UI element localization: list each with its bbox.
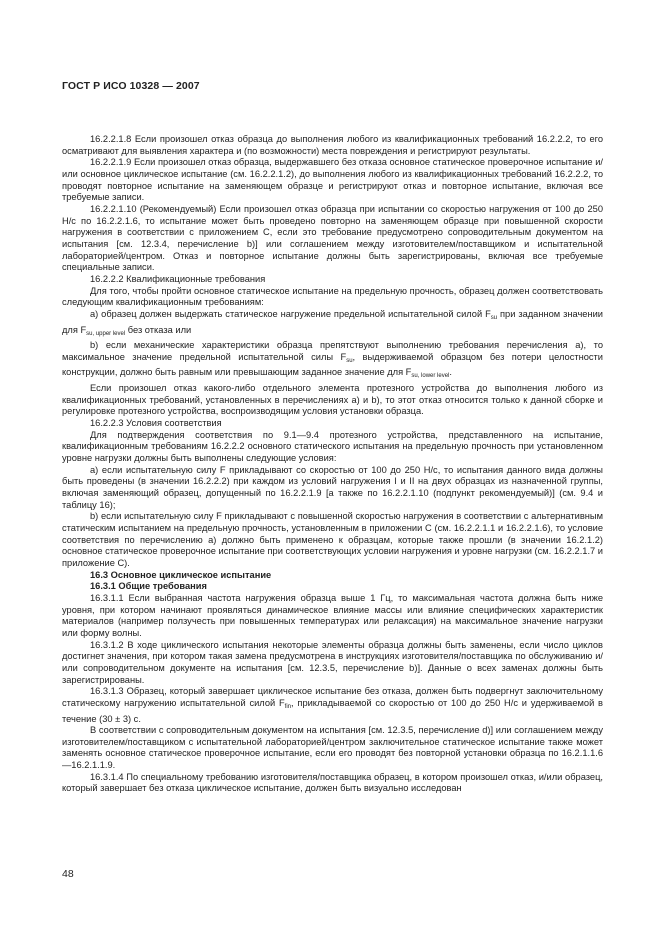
paragraph-16-2-2-1-10: 16.2.2.1.10 (Рекомендуемый) Если произошел отказ образца при испытании со скоростью нагружения от 100 до 250 Н/с по 16.2.2.1.6, то испытание может быть проведено повторно на заменяющем образце при повышенной скорости нагружения в соответствии с приложением С, если это требование предусмотрено сопроводительным документом на испытания [см. 12.3.4, перечисление b)] или соглашением между изготовителем/поставщиком и испытательной лабораторией/центром. Отказ и повторное испытание должны быть зарегистрированы, включая все требуемые специальные записи. bbox=[62, 203, 603, 273]
section-heading-16-3: 16.3 Основное циклическое испытание bbox=[90, 569, 272, 580]
list-item-a-text: a) образец должен выдержать статическое нагружение предельной испытательной силой F bbox=[90, 308, 491, 319]
page-number: 48 bbox=[62, 868, 74, 880]
paragraph-final-static-test: В соответствии с сопроводительным документом на испытания [см. 12.3.5, перечисление d)] или соглашением между изготовителем/поставщиком с испытательной лабораторией/центром заключительное статическое испытание также может заменять основное статическое проверочное испытание, если его проводят без повторной установки образца по 16.2.1.1.6—16.2.1.1.9. bbox=[62, 725, 603, 771]
paragraph-16-3-1-3-text: 16.3.1.3 Образец, который завершает циклическое испытание без отказа, должен быть подвергнут заключительному статическому нагружению испытательной силой F bbox=[62, 686, 603, 708]
paragraph-16-3-1-4: 16.3.1.4 По специальному требованию изготовителя/поставщика образец, в котором произошел отказ, и/или образец, который завершает без отказа циклическое испытание, должен быть визуально исследован bbox=[62, 771, 603, 794]
paragraph-16-3-1-3-end: , прикладываемой со скоростью от 100 до 250 Н/с и удерживаемой в течение (30 ± 3) с. bbox=[62, 697, 604, 724]
list-item-b-mid: , выдерживаемой образцом без потери целостности конструкции, должно быть равным или превышающим заданное значение для F bbox=[62, 351, 603, 378]
subscript-su: su bbox=[346, 357, 353, 364]
list-item-a-compliance: a) если испытательную силу F прикладывают со скоростью от 100 до 250 Н/с, то испытания данного вида должны быть проведены (в значении 16.2.2.2) при каждом из условий нагружения I и II на двух образцах из назначенной группы, включая заменяющий образец, допущенный по 16.2.2.1.9 [а также по 16.2.2.1.10 (подпункт рекомендуемый)] (см. 9.4 и таблицу 16); bbox=[62, 464, 603, 510]
section-heading-16-3-1: 16.3.1 Общие требования bbox=[90, 581, 207, 592]
paragraph-intro-requirements: Для того, чтобы пройти основное статическое испытание на предельную прочность, образец должен соответствовать следующим квалификационным требованиям: bbox=[62, 285, 603, 308]
list-item-b-end: . bbox=[449, 367, 452, 378]
subscript-su-upper-level: su, upper level bbox=[86, 330, 126, 337]
list-item-b-text: b) если механические характеристики образца препятствуют выполнению требования перечисления a), то максимальное значение предельной испытательной силы F bbox=[62, 340, 603, 362]
document-header: ГОСТ Р ИСО 10328 — 2007 bbox=[62, 80, 200, 92]
paragraph-16-3-1-1: 16.3.1.1 Если выбранная частота нагружения образца выше 1 Гц, то максимальная частота должна быть ниже уровня, при котором начинают проявляться динамическое влияние массы или влияние специфических характеристик материалов (например ползучесть при повышенных температурах или релаксация) на максимальное значение нагрузки или форму волны. bbox=[62, 592, 603, 638]
list-item-a-end: без отказа или bbox=[125, 324, 192, 335]
subsection-heading-16-2-2-3: 16.2.2.3 Условия соответствия bbox=[90, 418, 222, 429]
paragraph-16-3-1-3 bbox=[62, 686, 603, 725]
subscript-su: su bbox=[490, 314, 498, 321]
paragraph-element-failure: Если произошел отказ какого-либо отдельного элемента протезного устройства до выполнения любого из квалификационных требований, установленных в перечислениях a) и b), то этот отказ относится только к данной сборке и регулировке протезного устройства, воспроизводящим условия установки образца. bbox=[62, 383, 603, 417]
paragraph-16-2-2-1-9: 16.2.2.1.9 Если произошел отказ образца, выдержавшего без отказа основное статическое проверочное испытание и/или основное циклическое испытание (см. 16.2.2.1.2), до выполнения любого из квалификационных требований 16.2.2.2, то проводят повторное испытание на заменяющем образце и регистрируют отказ и повторное испытание, включая все требуемые записи. bbox=[62, 157, 603, 203]
list-item-b-compliance: b) если испытательную силу F прикладывают с повышенной скоростью нагружения в соответствии с альтернативным статическим испытанием на предельную прочность, установленным в приложении С (см. 16.2.2.1.1 и 16.2.2.1.6), то условие соответствия по перечислению a) должно быть применено к образцам, которые также прошли (в значении 16.2.1.2) основное статическое проверочное испытание при соответствующих условии нагружения и уровне нагрузки (см. 16.2.2.1.7 и приложение С). bbox=[62, 511, 603, 568]
paragraph-compliance-intro: Для подтверждения соответствия по 9.1—9.4 протезного устройства, представленного на испытание, квалификационным требованиям 16.2.2.2 основного статического испытания на предельную прочность при установленном уровне нагрузки должны быть выполнены следующие условия: bbox=[62, 429, 603, 464]
subsection-heading-16-2-2-2: 16.2.2.2 Квалификационные требования bbox=[90, 273, 266, 284]
list-item-b-requirements bbox=[62, 340, 603, 383]
paragraph-16-2-2-1-8: 16.2.2.1.8 Если произошел отказ образца до выполнения любого из квалификационных требований 16.2.2.2, то его осматривают для выявления характера и (по возможности) места повреждения и регистрируют результаты. bbox=[62, 134, 603, 156]
subscript-su-lower-level: su, lower level bbox=[411, 373, 450, 380]
subscript-fin: fin bbox=[284, 703, 292, 710]
document-body bbox=[62, 134, 603, 795]
list-item-a-requirements bbox=[62, 309, 603, 340]
paragraph-16-3-1-2: 16.3.1.2 В ходе циклического испытания некоторые элементы образца должны быть заменены, если число циклов достигнет значения, при котором такая замена предусмотрена в инструкциях изготовителя/поставщика по обслуживанию и/или сопроводительном документе на испытания [см. 12.3.5, перечисление b)]. Данные о всех заменах должны быть зарегистрированы. bbox=[62, 639, 603, 685]
list-item-a-mid: при заданном значении для F bbox=[62, 308, 603, 335]
